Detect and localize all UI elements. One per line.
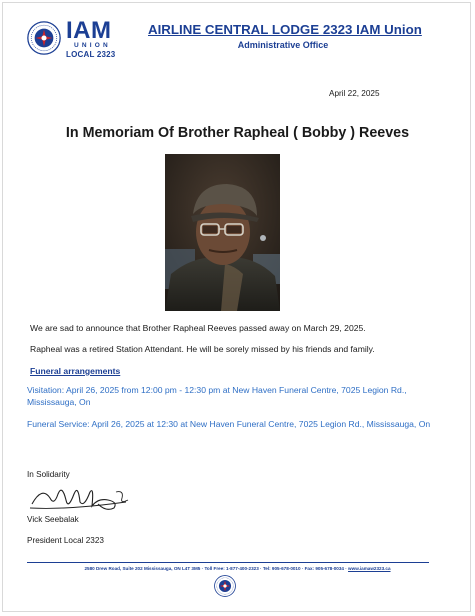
funeral-service-details: Funeral Service: April 26, 2025 at 12:30 at New Haven Funeral Centre, 7025 Legion Rd., Mississauga, On bbox=[27, 419, 431, 429]
footer-seal-icon bbox=[214, 575, 236, 597]
tribute-paragraph: Rapheal was a retired Station Attendant. He will be sorely missed by his friends and family. bbox=[30, 344, 375, 354]
memoriam-heading: In Memoriam Of Brother Rapheal ( Bobby ) Reeves bbox=[65, 125, 410, 141]
footer-address: 2580 Drew Road, Suite 202 Mississauga, ON L4T 3M5 · Toll Free: 1-877-400-2323 · Tel: 905-678-0010 · Fax: 905-678-0034 · bbox=[84, 566, 349, 571]
organization-title: AIRLINE CENTRAL LODGE 2323 IAM Union bbox=[148, 22, 422, 37]
funeral-arrangements-heading: Funeral arrangements bbox=[30, 366, 121, 376]
logo-union: UNION bbox=[74, 42, 111, 49]
footer-contact bbox=[0, 566, 475, 571]
organization-subtitle: Administrative Office bbox=[237, 40, 329, 50]
visitation-details: Visitation: April 26, 2025 from 12:00 pm - 12:30 pm at New Haven Funeral Centre, 7025 Legion Rd., Mississauga, On bbox=[27, 385, 407, 407]
announcement-paragraph: We are sad to announce that Brother Rapheal Reeves passed away on March 29, 2025. bbox=[30, 323, 366, 333]
signer-name: Vick Seebalak bbox=[27, 515, 79, 524]
letter-date: April 22, 2025 bbox=[329, 89, 380, 98]
iam-seal-icon bbox=[27, 21, 61, 55]
handwritten-signature bbox=[28, 480, 138, 516]
footer-divider bbox=[27, 562, 429, 563]
logo-local: LOCAL 2323 bbox=[66, 50, 116, 59]
logo-word: IAM bbox=[66, 17, 112, 44]
closing-salutation: In Solidarity bbox=[27, 470, 70, 479]
signer-title: President Local 2323 bbox=[27, 536, 104, 545]
iam-logo bbox=[66, 17, 122, 59]
memorial-photo bbox=[165, 154, 280, 311]
footer-website-link[interactable]: www.iamaw2323.ca bbox=[348, 566, 391, 571]
